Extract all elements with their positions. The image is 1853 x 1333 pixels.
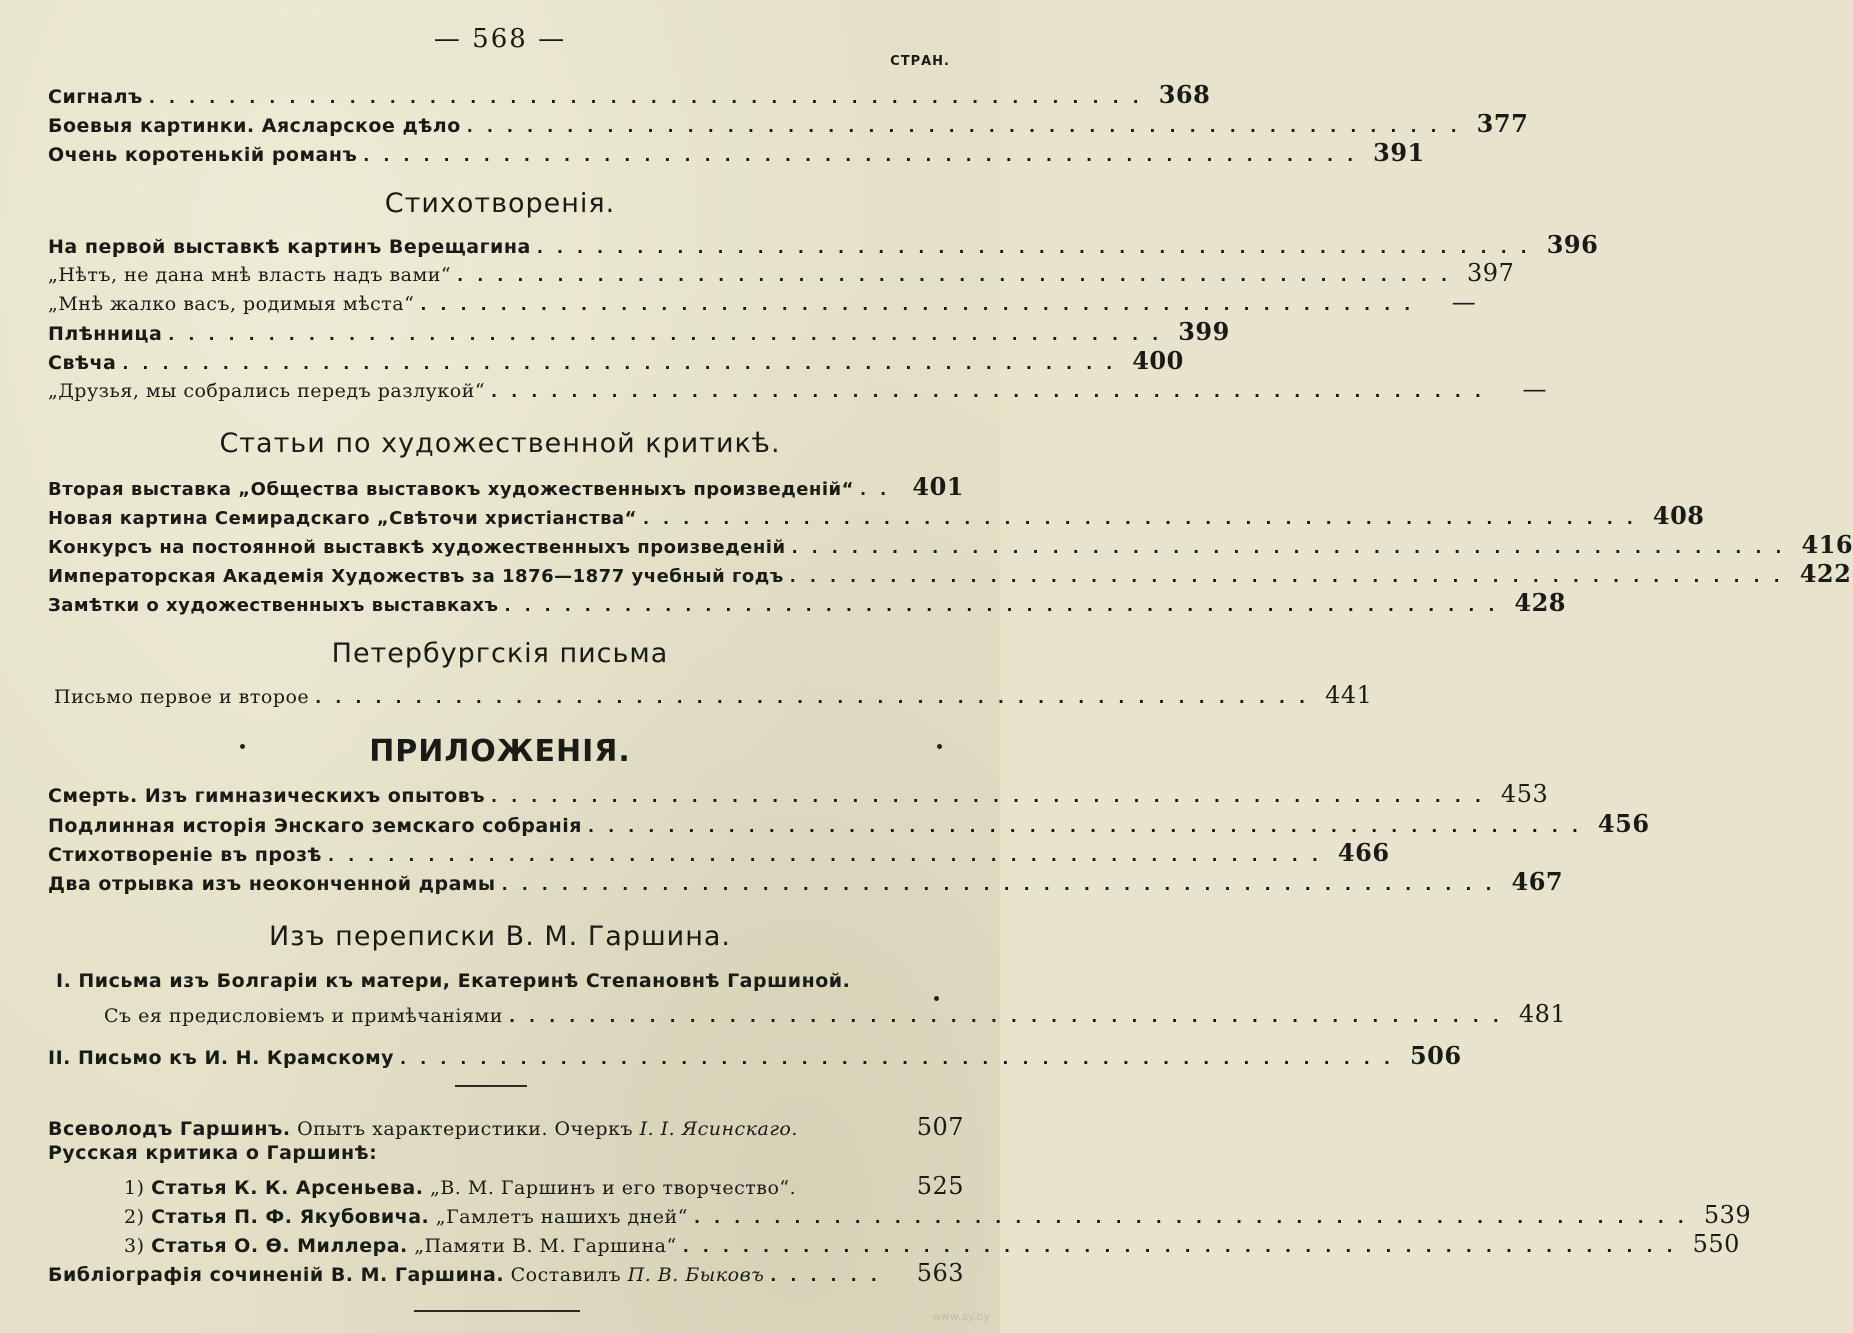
section-heading-letters: Петербургскія письма [331,638,669,669]
page-number: — 568 — [433,24,567,54]
column-header: СТРАН. [890,54,950,69]
toc-entry: II. Письмо къ И. Н. Крамскому .................................................. 506 [48,1041,1462,1070]
toc-entry: Очень коротенькій романъ .................................................. 391 [48,138,1425,167]
divider [414,1310,580,1312]
toc-entry: Два отрывка изъ неоконченной драмы .................................................. 467 [48,867,1564,896]
toc-entry: Стихотвореніе въ прозѣ .................................................. 466 [48,838,1390,867]
divider [455,1085,527,1087]
section-heading-poems: Стихотворенія. [384,188,616,219]
toc-entry: „Друзья, мы собрались передъ разлукой“ .................................................. — [48,375,1547,403]
toc-entry: Конкурсъ на постоянной выставкѣ художественныхъ произведеній .................................................. 416 [48,530,1853,559]
toc-entry: Замѣтки о художественныхъ выставкахъ .................................................. 428 [48,588,1566,617]
toc-entry: Плѣнница .................................................. 399 [48,317,1230,346]
toc-entry: Всеволодъ Гаршинъ. Опытъ характеристики. Очеркъ I. I. Ясинскаго. 507 [48,1113,964,1141]
section-heading-correspondence: Изъ переписки В. М. Гаршина. [268,921,732,952]
toc-entry: „Мнѣ жалко васъ, родимыя мѣста“ .................................................. — [48,288,1477,316]
toc-entry: На первой выставкѣ картинъ Верещагина .................................................. 396 [48,230,1599,259]
toc-entry: Новая картина Семирадскаго „Свѣточи христіанства“ .................................................. 408 [48,501,1705,530]
toc-entry: Боевыя картинки. Аясларское дѣло .................................................. 377 [48,109,1529,138]
toc-entry: Свѣча .................................................. 400 [48,346,1184,375]
toc-entry: Сигналъ .................................................. 368 [48,80,1211,109]
toc-entry: Письмо первое и второе .................................................. 441 [54,681,1373,709]
toc-entry: Императорская Академія Художествъ за 1876—1877 учебный годъ .................................................. 422 [48,559,1852,588]
toc-entry: Подлинная исторія Энскаго земскаго собранія .................................................. 456 [48,809,1650,838]
watermark: www.ay.by [931,1310,990,1323]
toc-entry: Вторая выставка „Общества выставокъ художественныхъ произведеній“ .. 401 [48,472,964,501]
section-heading-criticism: Статьи по художественной критикѣ. [219,428,781,459]
toc-entry: 2) Статья П. Ф. Якубовича. „Гамлетъ нашихъ дней“ .................................................. 539 [124,1201,1752,1229]
toc-entry: Съ ея предисловіемъ и примѣчаніями .................................................. 481 [104,1000,1567,1028]
toc-entry: „Нѣтъ, не дана мнѣ власть надъ вами“ .................................................. 397 [48,259,1515,287]
toc-entry: 1) Статья К. К. Арсеньева. „В. М. Гаршинъ и его творчество“. 525 [124,1172,964,1200]
section-heading-appendix: ПРИЛОЖЕНІЯ. [369,734,631,769]
toc-entry-line: I. Письма изъ Болгаріи къ матери, Екатеринѣ Степановнѣ Гаршиной. [56,970,851,992]
toc-subheading: Русская критика о Гаршинѣ: [48,1142,378,1164]
toc-entry: Смерть. Изъ гимназическихъ опытовъ .................................................. 453 [48,780,1549,808]
toc-entry: 3) Статья О. Ѳ. Миллера. „Памяти В. М. Гаршина“ .................................................. 550 [124,1230,1740,1258]
toc-entry: Библіографія сочиненій В. М. Гаршина. Составилъ П. В. Быковъ ...... 563 [48,1259,964,1287]
